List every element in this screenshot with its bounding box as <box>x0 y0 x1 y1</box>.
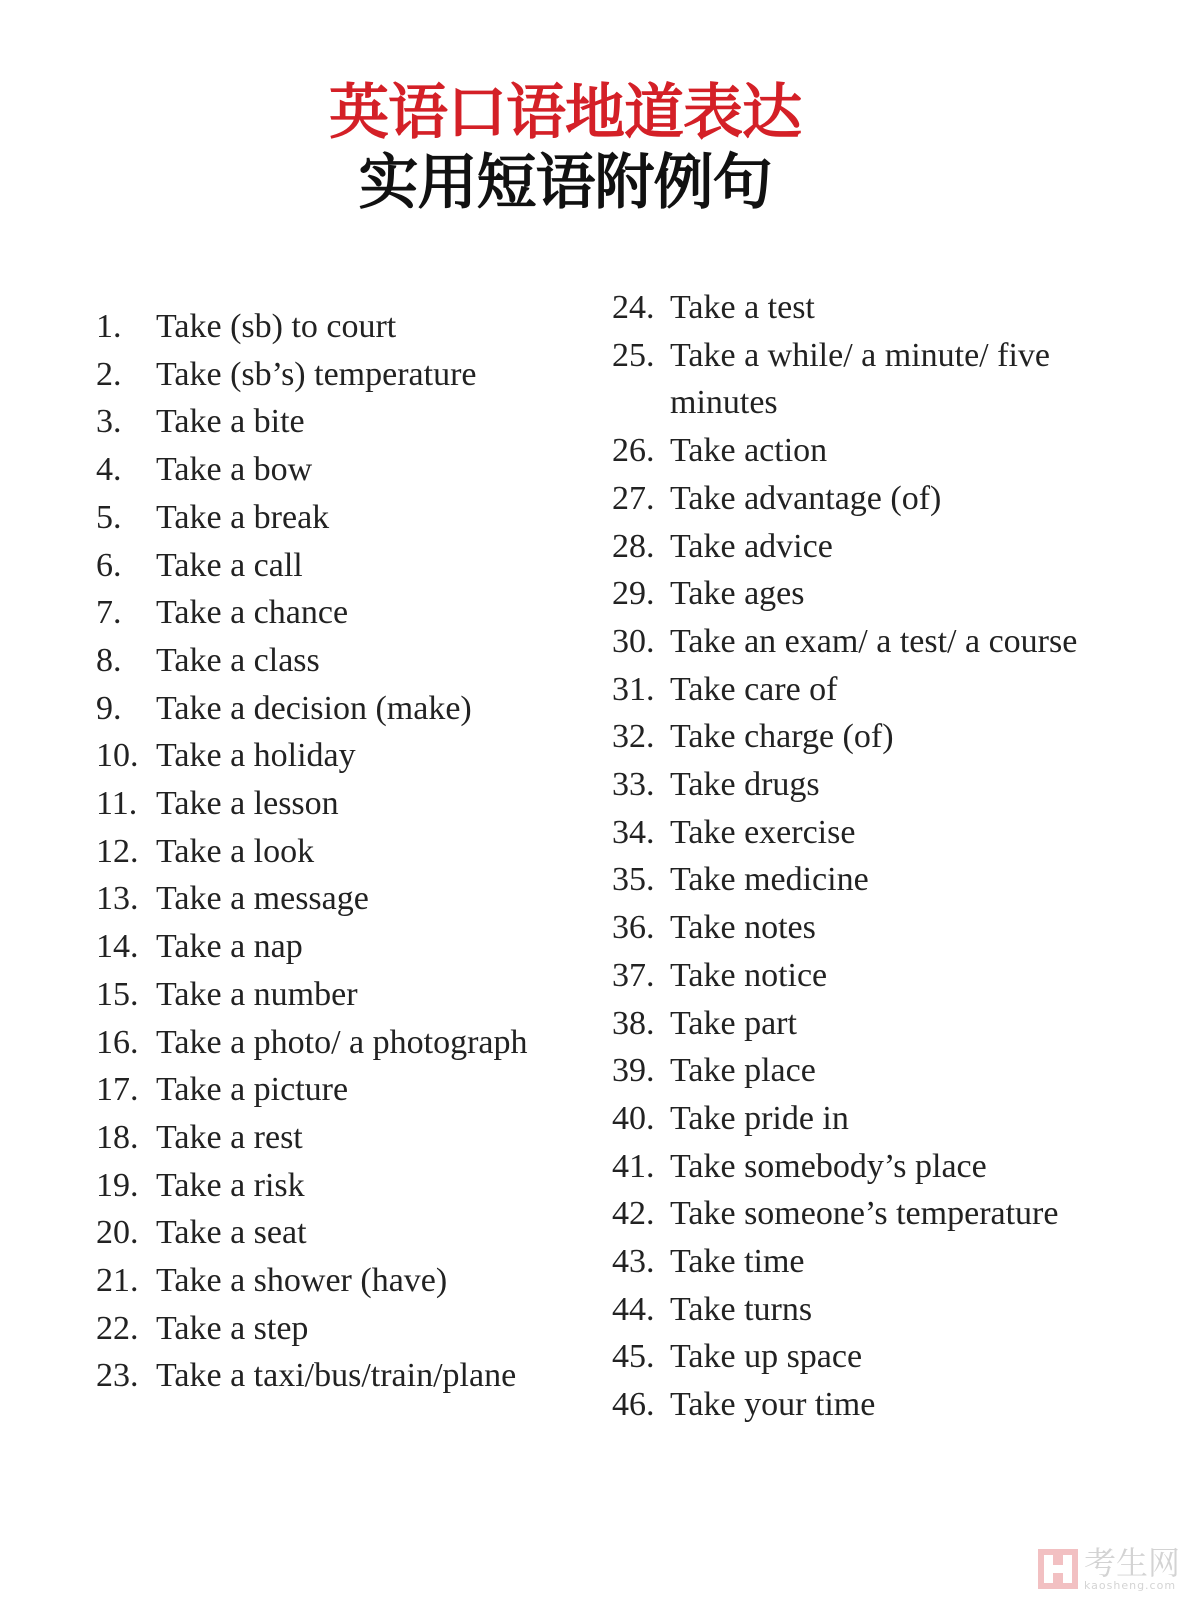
phrase-number: 24. <box>612 289 655 326</box>
phrase-number: 8. <box>96 641 122 679</box>
phrase-number: 46. <box>612 1386 655 1424</box>
phrase-item <box>612 952 1172 1000</box>
phrase-text: Take care of <box>670 670 838 708</box>
phrase-number: 33. <box>612 766 655 804</box>
phrase-text: Take a lesson <box>156 785 339 823</box>
phrase-number: 12. <box>96 832 139 870</box>
phrase-number: 21. <box>96 1262 139 1300</box>
phrase-item <box>612 1095 1172 1143</box>
phrase-number: 38. <box>612 1004 655 1042</box>
phrase-item <box>612 523 1172 571</box>
phrase-text: Take a photo/ a photograph <box>156 1023 528 1061</box>
phrase-text: Take a taxi/bus/train/plane <box>156 1357 517 1395</box>
phrase-number: 19. <box>96 1166 139 1204</box>
watermark-text-cn: 考生网 <box>1083 1544 1180 1582</box>
phrase-text: Take a shower (have) <box>156 1262 448 1300</box>
phrase-text: Take notice <box>670 956 828 994</box>
phrase-number: 14. <box>96 928 139 966</box>
phrase-number: 32. <box>612 718 655 756</box>
phrase-item <box>96 685 596 733</box>
phrase-item <box>612 856 1172 904</box>
phrase-text: Take place <box>670 1052 816 1090</box>
phrase-text: Take advice <box>670 527 833 565</box>
phrase-item <box>612 1238 1172 1286</box>
phrase-item <box>96 780 596 828</box>
phrase-text: Take charge (of) <box>670 718 894 756</box>
phrase-item <box>96 1162 596 1210</box>
phrase-number: 22. <box>96 1309 139 1347</box>
phrase-item <box>612 1000 1172 1048</box>
phrase-item <box>612 666 1172 714</box>
phrase-text: Take (sb) to court <box>156 308 397 345</box>
phrase-item <box>96 875 596 923</box>
phrase-number: 44. <box>612 1290 655 1328</box>
phrase-item <box>96 542 596 590</box>
phrase-text: Take a bow <box>156 451 313 489</box>
phrase-item <box>612 1190 1172 1238</box>
phrase-item <box>612 713 1172 761</box>
phrase-number: 10. <box>96 737 139 775</box>
phrase-text: Take exercise <box>670 813 856 851</box>
phrase-number: 36. <box>612 909 655 947</box>
phrase-item <box>96 1019 596 1067</box>
phrase-number: 40. <box>612 1099 655 1137</box>
phrase-text: Take a step <box>156 1309 309 1347</box>
phrase-item <box>96 1257 596 1305</box>
phrase-text: Take notes <box>670 909 816 947</box>
phrase-item <box>612 1286 1172 1334</box>
phrase-text: Take your time <box>670 1386 876 1424</box>
phrase-text: Take a number <box>156 975 358 1013</box>
phrase-number: 9. <box>96 689 122 727</box>
phrase-number: 45. <box>612 1338 655 1376</box>
phrase-item <box>96 1305 596 1353</box>
phrase-item <box>612 1143 1172 1191</box>
phrase-text: Take a call <box>156 546 303 584</box>
phrase-number: 26. <box>612 432 655 470</box>
page-subtitle: 实用短语附例句 <box>358 148 772 218</box>
phrase-text: Take a decision (make) <box>156 689 472 727</box>
phrase-number: 31. <box>612 670 655 708</box>
phrase-number: 25. <box>612 336 655 374</box>
phrase-item <box>612 475 1172 523</box>
phrase-item <box>612 904 1172 952</box>
phrase-item <box>96 351 596 399</box>
phrase-text: Take a holiday <box>156 737 356 775</box>
phrase-number: 34. <box>612 813 655 851</box>
phrase-text: Take up space <box>670 1338 863 1376</box>
phrase-item <box>612 332 1172 427</box>
phrase-item <box>96 923 596 971</box>
phrase-list-right <box>612 284 1172 1429</box>
phrase-number: 30. <box>612 622 655 660</box>
phrase-item <box>612 284 1172 332</box>
phrase-item <box>96 732 596 780</box>
phrase-item <box>96 828 596 876</box>
kaosheng-logo-icon <box>1038 1549 1078 1589</box>
phrase-number: 35. <box>612 861 655 899</box>
phrase-text: Take part <box>670 1004 797 1042</box>
phrase-item <box>96 637 596 685</box>
phrase-text: Take a picture <box>156 1071 349 1109</box>
phrase-text: Take medicine <box>670 861 869 899</box>
phrase-text: Take advantage (of) <box>670 479 942 517</box>
phrase-text: Take an exam/ a test/ a course <box>670 622 1078 660</box>
phrase-text: Take ages <box>670 575 805 613</box>
phrase-item <box>612 570 1172 618</box>
phrase-item <box>96 1209 596 1257</box>
phrase-text: Take drugs <box>670 766 820 804</box>
phrase-text: Take a rest <box>156 1118 303 1156</box>
page-title: 英语口语地道表达 <box>329 78 801 148</box>
phrase-item <box>96 971 596 1019</box>
phrase-number: 43. <box>612 1243 655 1281</box>
phrase-text: Take pride in <box>670 1099 849 1137</box>
phrase-text: Take a look <box>156 832 315 870</box>
phrase-item <box>96 1352 596 1400</box>
phrase-number: 37. <box>612 956 655 994</box>
phrase-text: Take a risk <box>156 1166 305 1204</box>
phrase-number: 15. <box>96 975 139 1013</box>
phrase-list-left <box>96 303 596 1400</box>
phrase-item <box>612 1047 1172 1095</box>
phrase-text: Take action <box>670 432 828 470</box>
phrase-text: Take someone’s temperature <box>670 1195 1059 1233</box>
phrase-item <box>96 494 596 542</box>
phrase-number: 7. <box>96 594 122 632</box>
phrase-number: 11. <box>96 785 138 823</box>
phrase-item <box>612 809 1172 857</box>
phrase-text: Take a chance <box>156 594 349 632</box>
phrase-text: Take turns <box>670 1290 813 1328</box>
phrase-number: 18. <box>96 1118 139 1156</box>
phrase-text: Take (sb’s) temperature <box>156 355 477 393</box>
phrase-text: Take a test <box>670 289 815 326</box>
phrase-number: 5. <box>96 498 122 536</box>
phrase-number: 1. <box>96 308 122 345</box>
phrase-number: 23. <box>96 1357 139 1395</box>
phrase-text: Take a class <box>156 641 320 679</box>
phrase-number: 39. <box>612 1052 655 1090</box>
phrase-number: 6. <box>96 546 122 584</box>
phrase-item <box>96 1066 596 1114</box>
phrase-number: 13. <box>96 880 139 918</box>
phrase-text: Take somebody’s place <box>670 1147 987 1185</box>
phrase-item <box>96 398 596 446</box>
phrase-item <box>96 446 596 494</box>
phrase-item <box>612 1381 1172 1429</box>
phrase-text: Take a nap <box>156 928 303 966</box>
watermark-text-en: kaosheng.com <box>1083 1579 1177 1592</box>
phrase-item <box>612 618 1172 666</box>
phrase-text: Take a bite <box>156 403 305 441</box>
phrase-number: 4. <box>96 451 122 489</box>
phrase-text: Take time <box>670 1243 805 1281</box>
phrase-item <box>96 589 596 637</box>
phrase-number: 29. <box>612 575 655 613</box>
phrase-item <box>612 427 1172 475</box>
phrase-number: 28. <box>612 527 655 565</box>
phrase-number: 16. <box>96 1023 139 1061</box>
phrase-number: 41. <box>612 1147 655 1185</box>
phrase-number: 3. <box>96 403 122 441</box>
phrase-item <box>96 303 596 351</box>
phrase-text: Take a break <box>156 498 330 536</box>
phrase-number: 27. <box>612 479 655 517</box>
phrase-item <box>612 761 1172 809</box>
phrase-number: 20. <box>96 1214 139 1252</box>
phrase-item <box>96 1114 596 1162</box>
phrase-number: 42. <box>612 1195 655 1233</box>
watermark <box>1038 1546 1180 1592</box>
phrase-number: 2. <box>96 355 122 393</box>
phrase-text: Take a message <box>156 880 369 918</box>
phrase-number: 17. <box>96 1071 139 1109</box>
phrase-text: Take a while/ a minute/ five minutes <box>670 336 1050 422</box>
phrase-item <box>612 1333 1172 1381</box>
phrase-text: Take a seat <box>156 1214 307 1252</box>
